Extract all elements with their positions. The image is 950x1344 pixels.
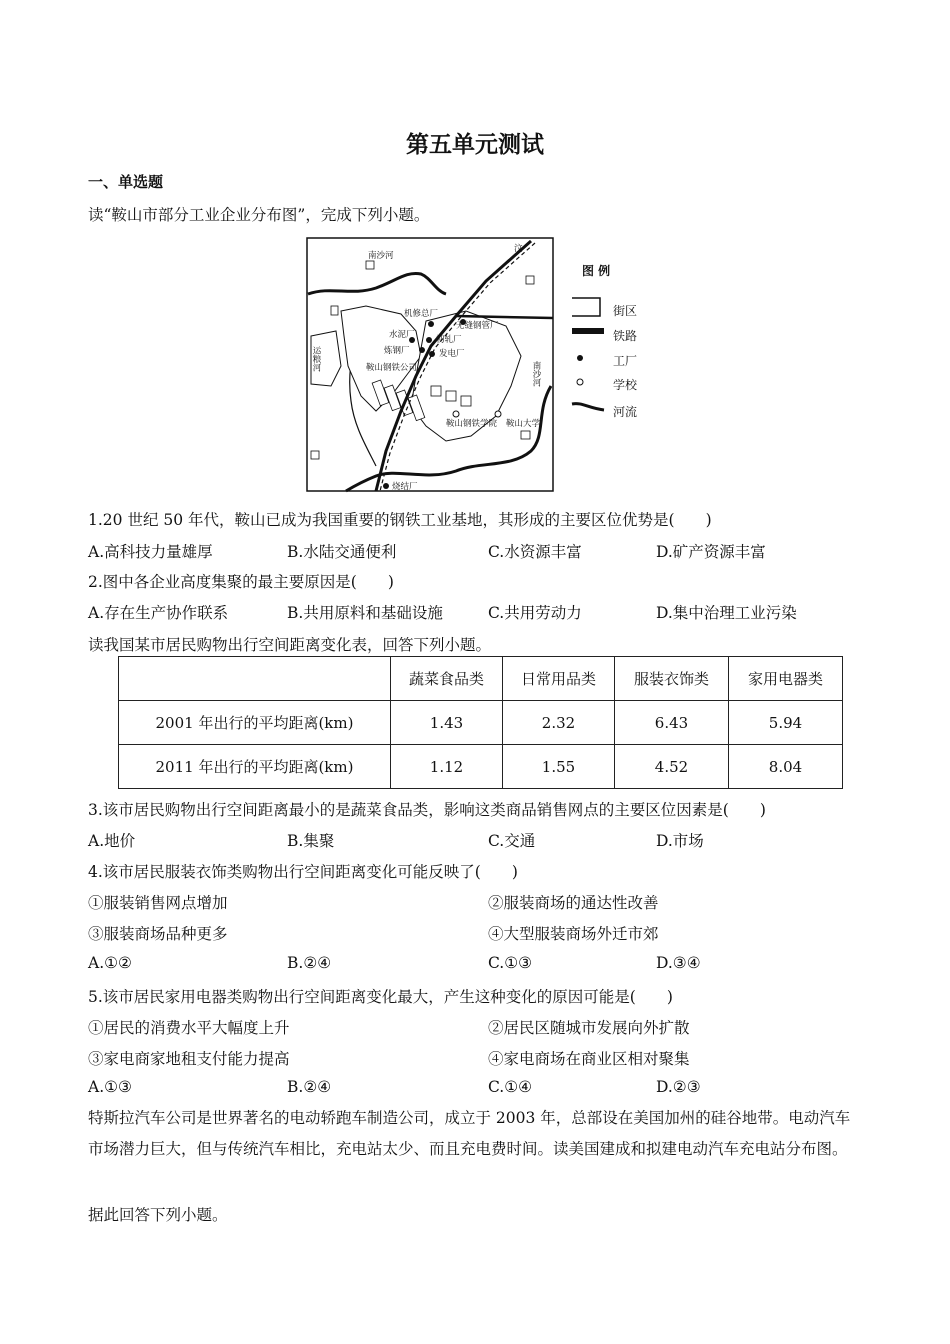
q2-option-b[interactable]: B.共用原料和基础设施 <box>287 604 443 622</box>
q3-option-d[interactable]: D.市场 <box>656 832 704 850</box>
label-angang: 鞍山钢铁公司 <box>366 363 418 373</box>
section-heading: 一、单选题 <box>88 173 164 191</box>
q2-option-d[interactable]: D.集中治理工业污染 <box>656 604 797 622</box>
q4-stem: 4.该市居民服装衣饰类购物出行空间距离变化可能反映了( ) <box>88 863 518 881</box>
page-title: 第五单元测试 <box>406 132 544 158</box>
table-row: 2001 年出行的平均距离(km) 1.43 2.32 6.43 5.94 <box>119 701 843 745</box>
q5-stem: 5.该市居民家用电器类购物出行空间距离变化最大，产生这种变化的原因可能是( ) <box>88 988 673 1006</box>
q1-stem: 1.20 世纪 50 年代，鞍山已成为我国重要的钢铁工业基地，其形成的主要区位优势是( ) <box>88 511 712 529</box>
q5-option-b[interactable]: B.②④ <box>287 1078 332 1096</box>
label-fadian: 发电厂 <box>439 349 465 359</box>
label-shuini: 水泥厂 <box>389 330 415 340</box>
legend-railway: 铁路 <box>613 329 638 343</box>
q4-option-d[interactable]: D.③④ <box>656 954 701 972</box>
q3-option-b[interactable]: B.集聚 <box>287 832 335 850</box>
q4-item-3: ③服装商场品种更多 <box>88 925 228 943</box>
intro-1: 读“鞍山市部分工业企业分布图”，完成下列小题。 <box>88 206 430 224</box>
q4-option-c[interactable]: C.①③ <box>488 954 533 972</box>
table-header-row: 蔬菜食品类 日常用品类 服装衣饰类 家用电器类 <box>119 657 843 701</box>
q5-item-2: ②居民区随城市发展向外扩散 <box>488 1019 690 1037</box>
q5-option-a[interactable]: A.①③ <box>88 1078 132 1096</box>
q5-option-d[interactable]: D.②③ <box>656 1078 701 1096</box>
label-yunliang: 运粮河 <box>311 346 321 372</box>
legend-factory: 工厂 <box>613 354 638 368</box>
legend-block: 街区 <box>613 304 638 318</box>
legend-school: 学校 <box>613 378 638 392</box>
q4-item-1: ①服装销售网点增加 <box>88 894 228 912</box>
distance-table <box>118 656 843 789</box>
label-shaojie: 烧结厂 <box>392 482 418 492</box>
label-xueyuan: 鞍山钢铁学院 <box>446 419 498 429</box>
q3-option-a[interactable]: A.地价 <box>88 832 136 850</box>
q5-option-c[interactable]: C.①④ <box>488 1078 533 1096</box>
closing-line: 据此回答下列小题。 <box>88 1206 228 1224</box>
label-nanshahe-top: 南沙河 <box>368 251 394 261</box>
q1-option-d[interactable]: D.矿产资源丰富 <box>656 543 766 561</box>
q5-item-4: ④家电商场在商业区相对聚集 <box>488 1050 690 1068</box>
label-nanshahe-right: 南沙河 <box>531 361 541 387</box>
label-daxue: 鞍山大学 <box>506 419 541 429</box>
label-xiao: 汶 <box>514 244 523 254</box>
q3-option-c[interactable]: C.交通 <box>488 832 536 850</box>
q4-item-4: ④大型服装商场外迁市郊 <box>488 925 659 943</box>
label-wuxian: 无缝钢管厂 <box>456 321 499 331</box>
table-row: 2011 年出行的平均距离(km) 1.12 1.55 4.52 8.04 <box>119 745 843 789</box>
q2-option-c[interactable]: C.共用劳动力 <box>488 604 582 622</box>
anshan-industry-map <box>306 236 556 494</box>
label-jixiu: 机修总厂 <box>404 309 439 319</box>
q1-option-b[interactable]: B.水陆交通便利 <box>287 543 397 561</box>
intro-2: 读我国某市居民购物出行空间距离变化表，回答下列小题。 <box>88 636 492 654</box>
label-liangang: 炼钢厂 <box>384 346 410 356</box>
q5-item-1: ①居民的消费水平大幅度上升 <box>88 1019 290 1037</box>
q2-option-a[interactable]: A.存在生产协作联系 <box>88 604 229 622</box>
q1-option-c[interactable]: C.水资源丰富 <box>488 543 582 561</box>
q3-stem: 3.该市居民购物出行空间距离最小的是蔬菜食品类，影响这类商品销售网点的主要区位因素是( ) <box>88 801 766 819</box>
q4-item-2: ②服装商场的通达性改善 <box>488 894 659 912</box>
legend-title: 图 例 <box>582 264 611 278</box>
q1-option-a[interactable]: A.高科技力量雄厚 <box>88 543 213 561</box>
q5-item-3: ③家电商家地租支付能力提高 <box>88 1050 290 1068</box>
label-chuza: 初轧厂 <box>436 335 462 345</box>
q2-stem: 2.图中各企业高度集聚的最主要原因是( ) <box>88 573 394 591</box>
tesla-paragraph: 特斯拉汽车公司是世界著名的电动轿跑车制造公司，成立于 2003 年，总部设在美国加州的硅谷地带。电动汽车市场潜力巨大，但与传统汽车相比，充电站太少、而且充电费时间。读美国建成和拟建电动汽车充电站分布图。 <box>88 1109 851 1158</box>
legend-symbols <box>568 292 608 422</box>
q4-option-a[interactable]: A.①② <box>88 954 132 972</box>
q4-option-b[interactable]: B.②④ <box>287 954 332 972</box>
legend-river: 河流 <box>613 405 638 419</box>
